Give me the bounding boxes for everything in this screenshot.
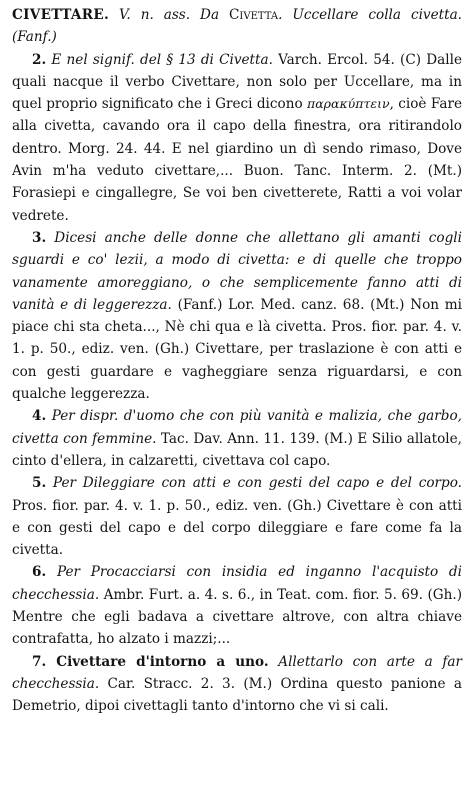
entry-sense-3 (12, 227, 462, 405)
crossref: Civetta (229, 7, 279, 23)
sense-definition: Per Dileggiare con atti e con gesti del capo e del corpo. (46, 475, 462, 492)
sense-number: 2. (32, 51, 47, 68)
entry-sense-4 (12, 405, 462, 472)
entry-sense-7 (12, 651, 462, 718)
sense-1-def: . Uccellare colla civetta. (Fanf.) (12, 7, 462, 46)
entry-sense-1 (12, 4, 462, 49)
sense-definition: E nel signif. del § 13 di Civetta. (46, 51, 273, 68)
entry-sense-5 (12, 472, 462, 561)
sense-citation: Ambr. Furt. a. 4. s. 6., in Teat. com. fior. 5. 69. (Gh.) Mentre che egli badava a civettare altrove, con altra chiave contrafatta, ho alzato i mazzi;... (12, 586, 462, 648)
entry-sense-2 (12, 49, 462, 227)
sense-citation: Tac. Dav. Ann. 11. 139. (M.) E Silio allatole, cinto d'ellera, in calzaretti, civettava col capo. (12, 430, 462, 469)
sense-citation: Varch. Ercol. 54. (C) Dalle quali nacque il verbo Civettare, non solo per Uccellare, ma in quel proprio significato che i Greci dicono (12, 51, 462, 113)
sense-number: 5. (32, 475, 47, 492)
greek-word: παρακύπτειν (307, 96, 390, 112)
sense-number: 7. (32, 653, 47, 670)
sense-definition: Allettarlo con arte a far checchessia. (12, 653, 463, 692)
sense-definition: Per Procacciarsi con insidia ed inganno l'acquisto di checchessia. (12, 564, 462, 603)
sense-1-text: V. n. ass. Da (109, 7, 230, 23)
sense-number: 6. (32, 564, 47, 581)
sense-citation: Pros. fior. par. 4. v. 1. p. 50., ediz. ven. (Gh.) Civettare è con atti e con gesti del capo e del corpo dileggiare e fare come fa la civetta. (12, 497, 462, 559)
sense-citation: (Fanf.) Lor. Med. canz. 68. (Mt.) Non mi piace chi sta cheta..., Nè chi qua e là civetta. Pros. fior. par. 4. v. 1. p. 50., ediz. ven. (Gh.) Civettare, per traslazione è con atti e con gesti guardare e vagheggiare senza riguardarsi, e con qualche leggerezza. (12, 296, 462, 403)
entry-sense-6 (12, 561, 462, 650)
sense-phrase: Civettare d'intorno a uno. (46, 653, 269, 670)
sense-citation: Car. Stracc. 2. 3. (M.) Ordina questo panione a Demetrio, dipoi civettagli tanto d'intorno che vi si cali. (12, 675, 462, 715)
sense-definition: Per dispr. d'uomo che con più vanità e malizia, che garbo, civetta con femmine. (12, 408, 462, 447)
sense-number: 3. (32, 229, 47, 246)
sense-definition: Dicesi anche delle donne che allettano gli amanti cogli sguardi e co' lezii, a modo di civetta: e di quelle che troppo vanamente amoreggiano, o che semplicemente fanno atti di vanità e di leggerezza. (12, 229, 462, 313)
headword: CIVETTARE. (12, 7, 110, 23)
sense-number: 4. (32, 408, 47, 425)
sense-citation-cont: , cioè Fare alla civetta, cavando ora il capo della finestra, ora ritirandolo dentro. Morg. 24. 44. E nel giardino un dì sendo rimaso, Dove Avin m'ha veduto civettare,... Buon. Tanc. Interm. 2. (Mt.) Forasiepi e cingallegre, Se voi ben civetterete, Ratti a voi volar vedrete. (12, 96, 462, 224)
